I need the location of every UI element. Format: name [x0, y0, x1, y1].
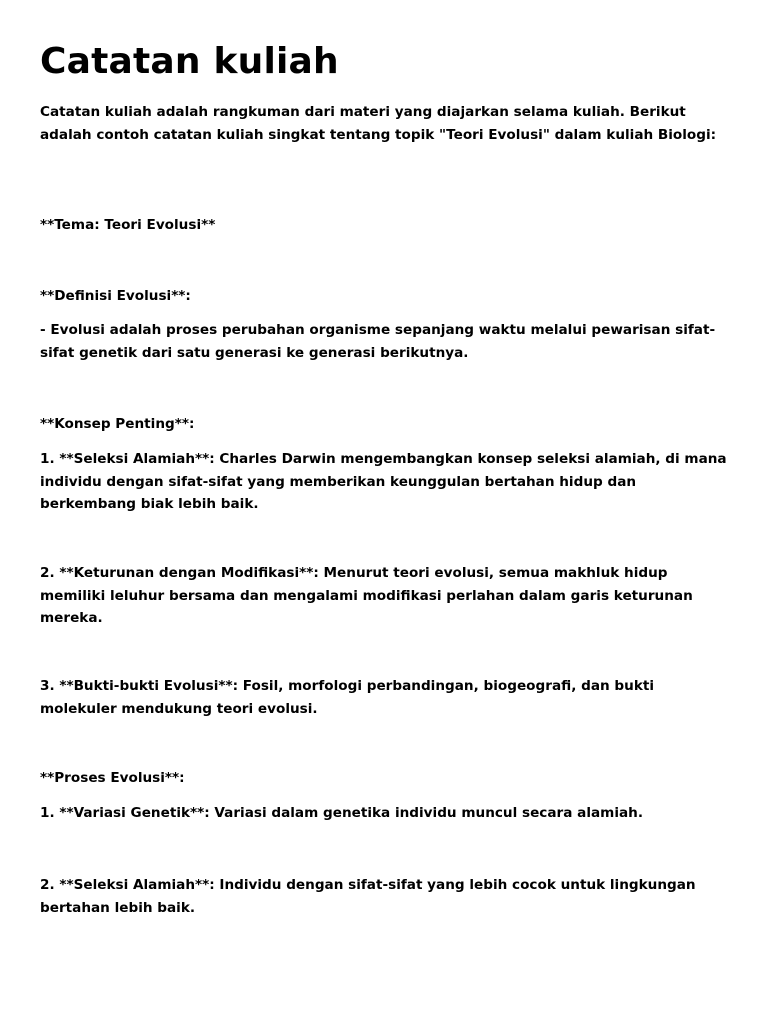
page-title: Catatan kuliah [40, 41, 339, 82]
key-concept-item: 2. **Keturunan dengan Modifikasi**: Menurut teori evolusi, semua makhluk hidup memiliki leluhur bersama dan mengalami modifikasi perlahan dalam garis keturunan mereka. [40, 565, 693, 626]
key-concepts-heading: **Konsep Penting**: [40, 416, 195, 432]
key-concept-item: 3. **Bukti-bukti Evolusi**: Fosil, morfologi perbandingan, biogeografi, dan bukti molekuler mendukung teori evolusi. [40, 678, 655, 717]
topic-heading: **Tema: Teori Evolusi** [40, 217, 216, 233]
definition-heading: **Definisi Evolusi**: [40, 288, 191, 304]
process-heading: **Proses Evolusi**: [40, 770, 185, 786]
intro-paragraph: Catatan kuliah adalah rangkuman dari materi yang diajarkan selama kuliah. Berikut adalah contoh catatan kuliah singkat tentang topik "Teori Evolusi" dalam kuliah Biologi: [40, 104, 717, 143]
process-item: 2. **Seleksi Alamiah**: Individu dengan sifat-sifat yang lebih cocok untuk lingkungan bertahan lebih baik. [40, 877, 696, 916]
definition-text: - Evolusi adalah proses perubahan organisme sepanjang waktu melalui pewarisan sifat-sifat genetik dari satu generasi ke generasi berikutnya. [40, 322, 716, 361]
process-item: 1. **Variasi Genetik**: Variasi dalam genetika individu muncul secara alamiah. [40, 805, 643, 821]
key-concept-item: 1. **Seleksi Alamiah**: Charles Darwin mengembangkan konsep seleksi alamiah, di mana individu dengan sifat-sifat yang memberikan keunggulan bertahan hidup dan berkembang biak lebih baik. [40, 451, 727, 512]
